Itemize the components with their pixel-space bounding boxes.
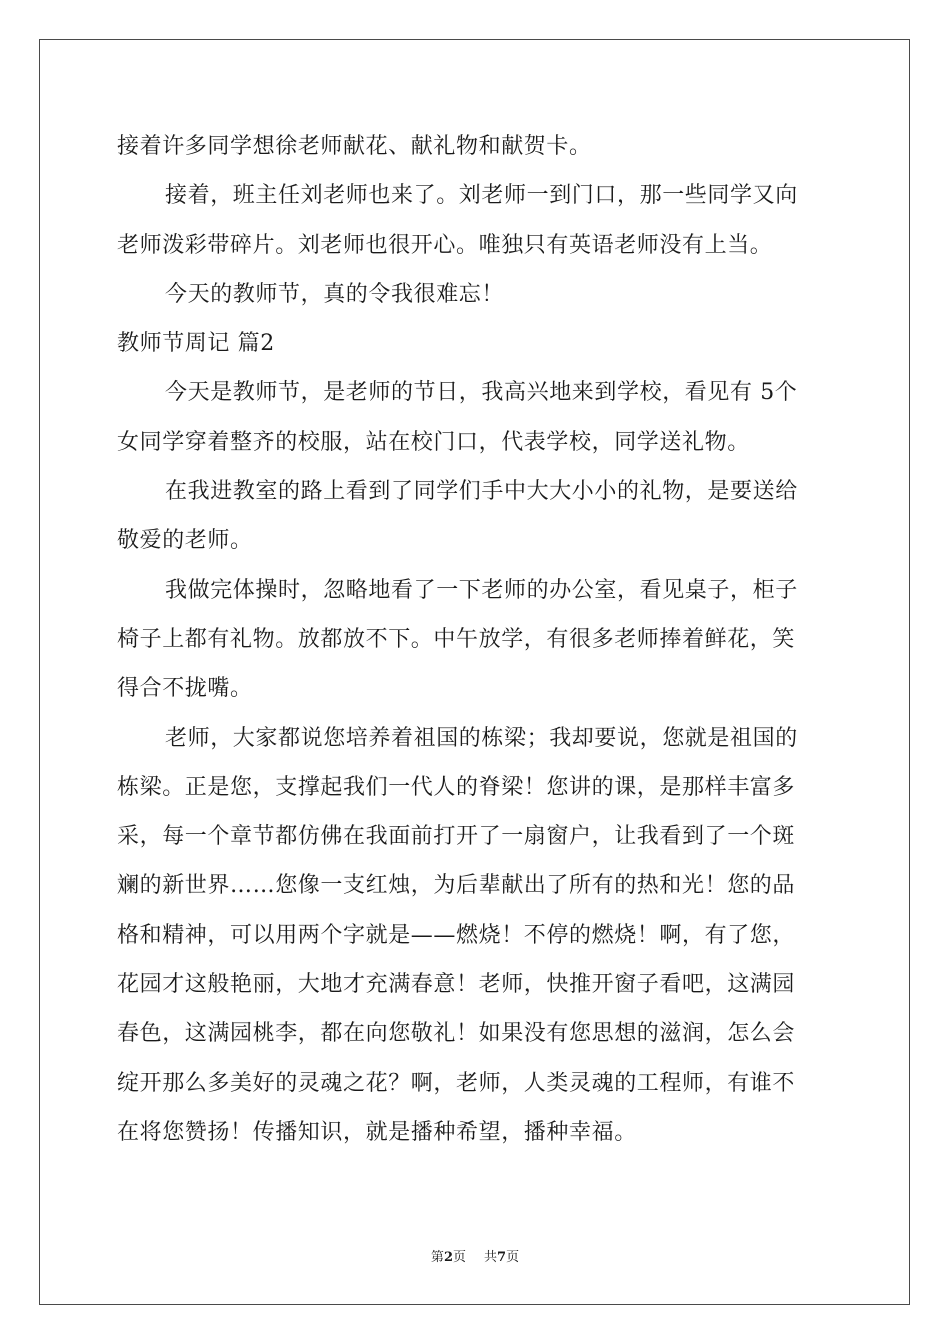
text-line: 绽开那么多美好的灵魂之花？啊，老师，人类灵魂的工程师，有谁不	[117, 1070, 796, 1096]
text-line: 得合不拢嘴。	[117, 676, 253, 702]
page-footer	[0, 1246, 950, 1265]
text-line: 女同学穿着整齐的校服，站在校门口，代表学校，同学送礼物。	[117, 429, 750, 455]
text-line: 老师，大家都说您培养着祖国的栋梁；我却要说，您就是祖国的	[165, 725, 798, 751]
text-line: 采，每一个章节都仿佛在我面前打开了一扇窗户，让我看到了一个斑	[117, 824, 796, 850]
text-line: 在将您赞扬！传播知识，就是播种希望，播种幸福。	[117, 1119, 637, 1145]
page-number: 第2页	[430, 1250, 466, 1265]
text-line: 我做完体操时，忽略地看了一下老师的办公室，看见桌子，柜子	[165, 577, 798, 603]
text-line: 格和精神，可以用两个字就是——燃烧！不停的燃烧！啊，有了您，	[117, 922, 796, 948]
text-line: 斓的新世界……您像一支红烛，为后辈献出了所有的热和光！您的品	[117, 873, 796, 899]
text-line: 接着许多同学想徐老师献花、献礼物和献贺卡。	[117, 134, 592, 159]
page-total: 共7页	[484, 1250, 520, 1265]
text-line: 栋梁。正是您，支撑起我们一代人的脊梁！您讲的课，是那样丰富多	[117, 774, 796, 800]
document-body	[117, 125, 835, 1160]
text-line: 春色，这满园桃李，都在向您敬礼！如果没有您思想的滋润，怎么会	[117, 1021, 796, 1047]
text-line: 今天是教师节，是老师的节日，我高兴地来到学校，看见有 5个	[165, 380, 798, 406]
section-heading: 教师节周记 篇2	[117, 331, 275, 357]
text-line: 今天的教师节，真的令我很难忘！	[165, 281, 505, 307]
text-line: 老师泼彩带碎片。刘老师也很开心。唯独只有英语老师没有上当。	[117, 232, 773, 258]
text-line: 在我进教室的路上看到了同学们手中大大小小的礼物，是要送给	[165, 479, 798, 505]
text-line: 接着，班主任刘老师也来了。刘老师一到门口，那一些同学又向	[165, 183, 798, 209]
text-line: 花园才这般艳丽，大地才充满春意！老师，快推开窗子看吧，这满园	[117, 972, 796, 998]
text-line: 敬爱的老师。	[117, 528, 253, 554]
text-line: 椅子上都有礼物。放都放不下。中午放学，有很多老师捧着鲜花，笑	[117, 626, 796, 652]
